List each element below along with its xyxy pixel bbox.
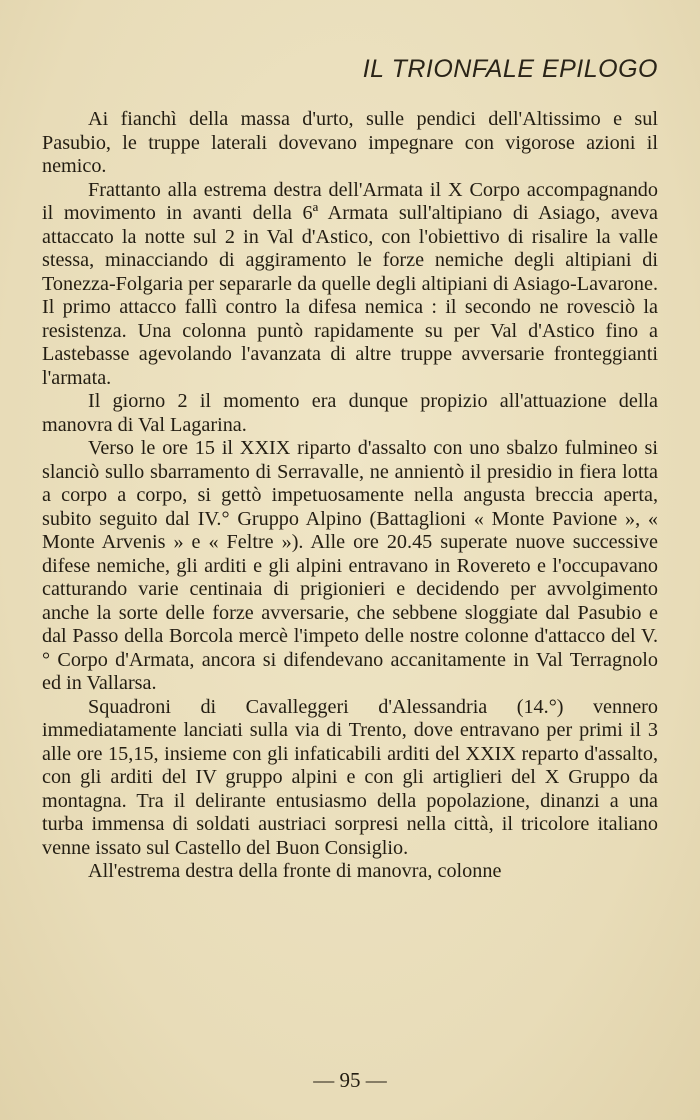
paragraph-5: Squadroni di Cavalleggeri d'Alessandria (14.°) vennero immediatamente lanciati sulla via di Trento, dove entravano per primi il 3 alle ore 15,15, insieme con gli infaticabili arditi del XXIX reparto d'assalto, con gli arditi del IV gruppo alpini e con gli artiglieri del X Gruppo da montagna. Tra il delirante entusiasmo della popolazione, dinanzi a una turba immensa di soldati austriaci sorpresi nella città, il tricolore italiano venne issato sul Castello del Buon Consiglio. <box>42 695 658 859</box>
page-number: — 95 — <box>313 1068 387 1092</box>
body-text <box>42 108 658 884</box>
paragraph-3: Il giorno 2 il momento era dunque propizio all'attuazione della manovra di Val Lagarina. <box>42 390 658 436</box>
paragraph-1: Ai fianchì della massa d'urto, sulle pendici dell'Altissimo e sul Pasubio, le truppe laterali dovevano impegnare con vigorose azioni il nemico. <box>42 108 658 177</box>
paragraph-6: All'estrema destra della fronte di manovra, colonne <box>88 860 502 882</box>
paragraph-4: Verso le ore 15 il XXIX riparto d'assalto con uno sbalzo fulmineo si slanciò sullo sbarramento di Serravalle, ne annientò il presidio in fiera lotta a corpo a corpo, si gettò impetuosamente nella angusta breccia aperta, subito seguito dal IV.° Gruppo Alpino (Battaglioni « Monte Pavione », « Monte Arvenis » e « Feltre »). Alle ore 20.45 superate nuove successive difese nemiche, gli arditi e gli alpini entravano in Rovereto e l'occupavano catturando varie centinaia di prigionieri e decidendo per avvolgimento anche la sorte delle forze avversarie, che sebbene sloggiate dal Pasubio e dal Passo della Borcola mercè l'impeto delle nostre colonne d'attacco del V.° Corpo d'Armata, ancora si difendevano accanitamente in Val Terragnolo ed in Vallarsa. <box>42 437 658 694</box>
running-title: IL TRIONFALE EPILOGO <box>362 55 658 83</box>
paragraph-2: Frattanto alla estrema destra dell'Armata il X Corpo accompagnando il movimento in avanti della 6ª Armata sull'altipiano di Asiago, aveva attaccato la notte sul 2 in Val d'Astico, con l'obiettivo di risalire la valle stessa, minacciando di aggiramento le forze nemiche degli altipiani di Tonezza-Folgaria per separarle da quelle degli altipiani di Asiago-Lavarone. Il primo attacco fallì contro la difesa nemica : il secondo ne rovesciò la resistenza. Una colonna puntò rapidamente su per Val d'Astico fino a Lastebasse agevolando l'avanzata di altre truppe avversarie fronteggianti l'armata. <box>42 178 658 389</box>
